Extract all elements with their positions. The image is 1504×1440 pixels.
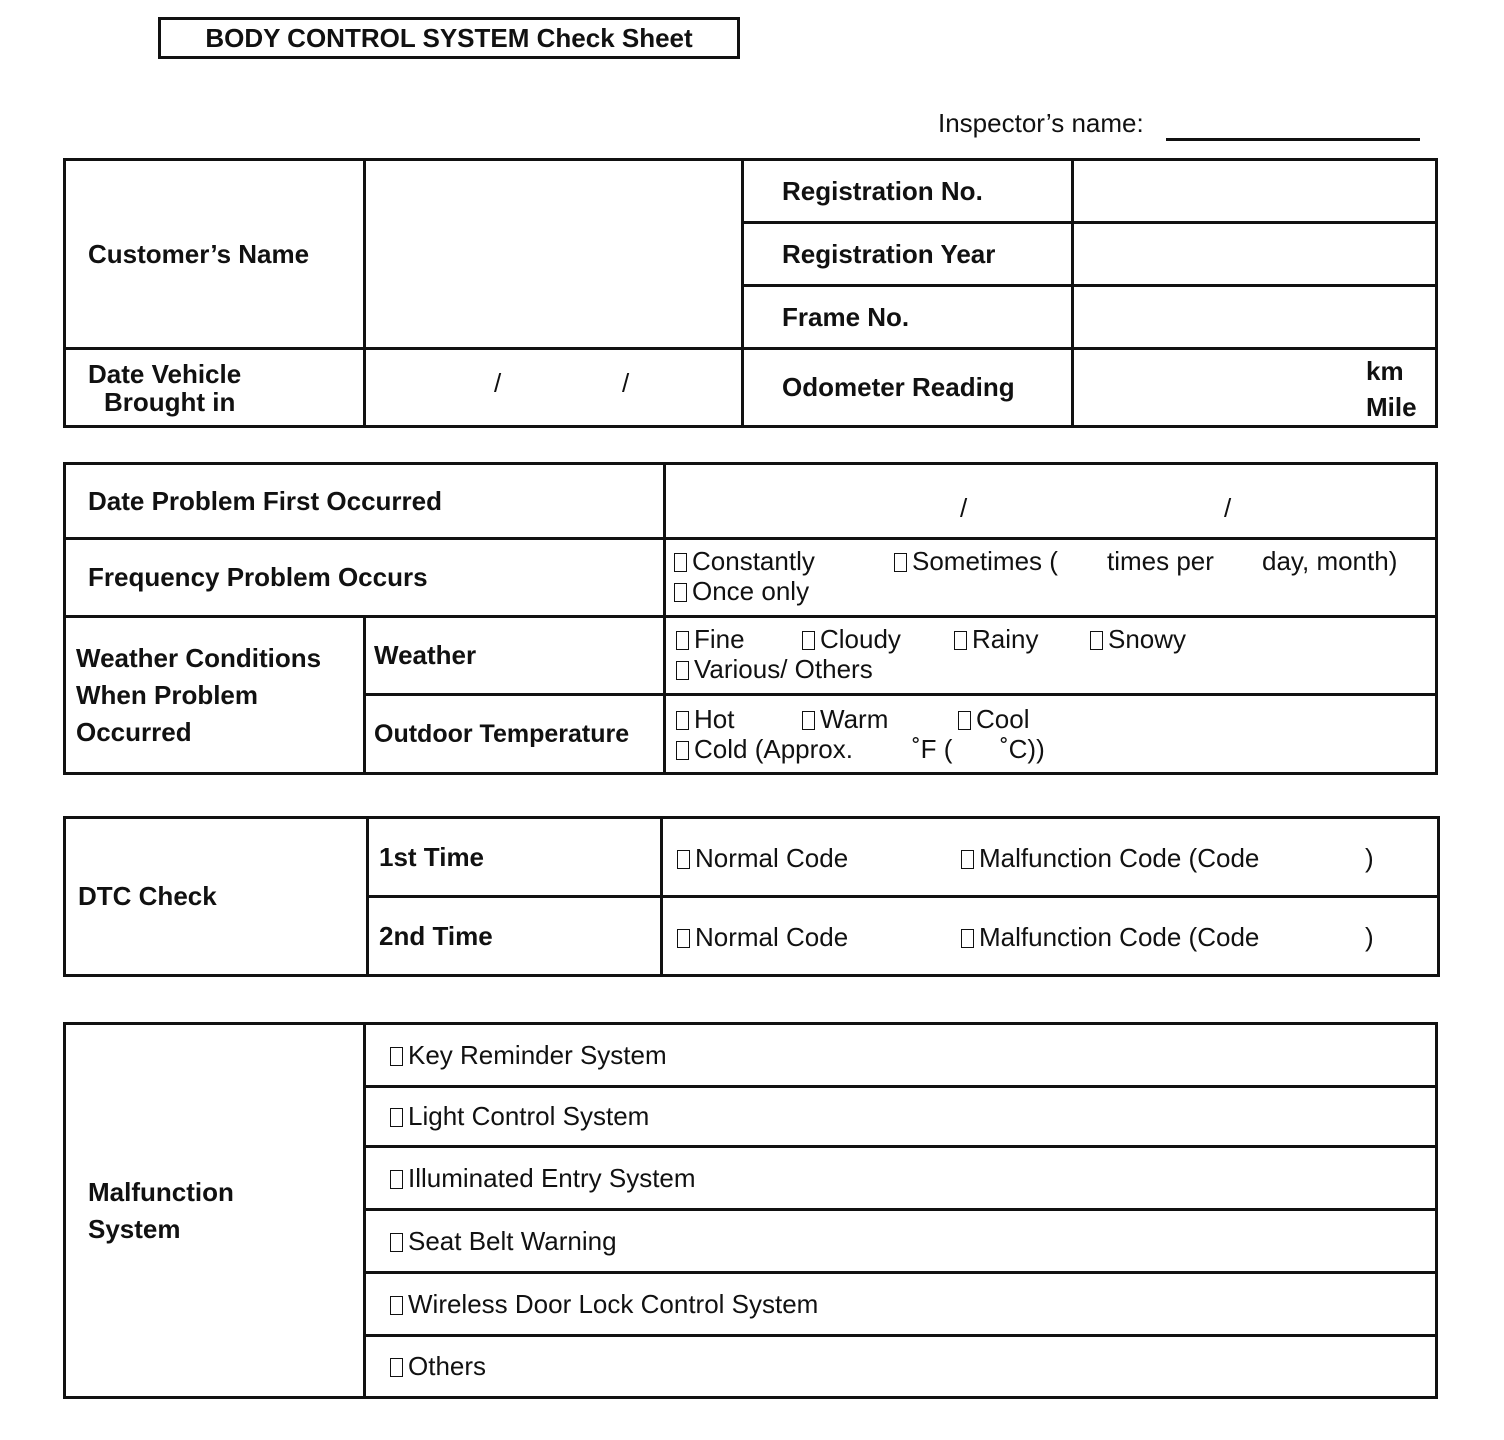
registration-year-field[interactable]: [1073, 223, 1437, 286]
malfunction-system-table: [63, 1022, 1438, 1399]
odometer-field[interactable]: [1073, 349, 1437, 427]
date-separator: /: [960, 493, 968, 523]
checkbox-icon: [954, 631, 967, 650]
date-brought-in-label: [65, 349, 365, 427]
malfunction-system-label-line1: Malfunction: [88, 1176, 234, 1207]
checkbox-icon: [390, 1170, 403, 1189]
dtc-first-time-label: 1st Time: [368, 818, 662, 897]
malfunction-item[interactable]: Light Control System: [365, 1087, 1437, 1147]
customer-name-field[interactable]: [365, 160, 743, 349]
registration-no-label: Registration No.: [743, 160, 1073, 223]
dtc-check-table: [63, 816, 1440, 977]
checkbox-icon: [674, 553, 687, 572]
date-brought-in-field[interactable]: [365, 349, 743, 427]
weather-snowy-option[interactable]: Snowy: [1090, 624, 1186, 655]
dtc-second-time-options: [662, 897, 1439, 976]
registration-year-label: Registration Year: [743, 223, 1073, 286]
weather-rainy-option[interactable]: Rainy: [954, 624, 1038, 655]
weather-conditions-label: [65, 617, 365, 774]
checkbox-icon: [676, 631, 689, 650]
freq-sometimes-option[interactable]: Sometimes (: [894, 546, 1058, 577]
checkbox-icon: [802, 631, 815, 650]
vehicle-info-table: [63, 158, 1438, 428]
inspector-name-field[interactable]: [1166, 138, 1420, 141]
date-first-occurred-label: Date Problem First Occurred: [65, 464, 665, 539]
sheet-title: [158, 17, 740, 59]
freq-times-per: times per: [1107, 546, 1214, 576]
registration-no-field[interactable]: [1073, 160, 1437, 223]
dtc-second-time-label: 2nd Time: [368, 897, 662, 976]
date-separator: /: [494, 368, 502, 398]
dtc-check-label: DTC Check: [65, 818, 368, 976]
checkbox-icon: [677, 850, 690, 869]
weather-conditions-line3: Occurred: [76, 716, 192, 747]
weather-fine-option[interactable]: Fine: [676, 624, 745, 655]
dtc-first-time-options: [662, 818, 1439, 897]
freq-constantly-option[interactable]: Constantly: [674, 546, 815, 577]
temp-warm-option[interactable]: Warm: [802, 704, 888, 735]
checkbox-icon: [390, 1233, 403, 1252]
date-separator: /: [1224, 493, 1232, 523]
checkbox-icon: [961, 929, 974, 948]
date-separator: /: [622, 368, 630, 398]
malfunction-system-label-line2: System: [88, 1213, 181, 1244]
malfunction-item[interactable]: Others: [365, 1336, 1437, 1398]
temp-hot-option[interactable]: Hot: [676, 704, 734, 735]
checkbox-icon: [894, 553, 907, 572]
unit-km: km: [1366, 356, 1404, 386]
weather-label: Weather: [365, 617, 665, 695]
freq-day-month: day, month): [1262, 546, 1398, 576]
weather-various-option[interactable]: Various/ Others: [676, 654, 873, 685]
date-brought-in-label-line1: Date Vehicle: [88, 358, 242, 389]
temp-celsius: ˚C)): [1000, 734, 1045, 764]
weather-options: [665, 617, 1437, 695]
checkbox-icon: [802, 711, 815, 730]
checkbox-icon: [1090, 631, 1103, 650]
temp-cold-option[interactable]: Cold (Approx.: [676, 734, 853, 765]
close-paren: ): [1365, 843, 1374, 873]
checkbox-icon: [674, 583, 687, 602]
odometer-label: Odometer Reading: [743, 349, 1073, 427]
dtc1-normal-code-option[interactable]: Normal Code: [677, 843, 848, 874]
malfunction-item[interactable]: Seat Belt Warning: [365, 1210, 1437, 1273]
problem-conditions-table: [63, 462, 1438, 775]
close-paren: ): [1365, 922, 1374, 952]
malfunction-system-label: [65, 1024, 365, 1398]
checkbox-icon: [676, 711, 689, 730]
weather-cloudy-option[interactable]: Cloudy: [802, 624, 901, 655]
date-first-occurred-field[interactable]: [665, 464, 1437, 539]
checkbox-icon: [961, 850, 974, 869]
dtc1-malfunction-code-option[interactable]: Malfunction Code (Code: [961, 843, 1259, 874]
temp-fahrenheit: ˚F (: [912, 734, 953, 764]
checkbox-icon: [390, 1358, 403, 1377]
malfunction-item[interactable]: Wireless Door Lock Control System: [365, 1273, 1437, 1336]
dtc2-malfunction-code-option[interactable]: Malfunction Code (Code: [961, 922, 1259, 953]
temp-cool-option[interactable]: Cool: [958, 704, 1029, 735]
checkbox-icon: [390, 1296, 403, 1315]
malfunction-item[interactable]: Illuminated Entry System: [365, 1147, 1437, 1210]
temperature-options: [665, 695, 1437, 774]
frame-no-label: Frame No.: [743, 286, 1073, 349]
checkbox-icon: [390, 1108, 403, 1127]
outdoor-temperature-label: Outdoor Temperature: [365, 695, 665, 774]
dtc2-normal-code-option[interactable]: Normal Code: [677, 922, 848, 953]
checkbox-icon: [676, 741, 689, 760]
checkbox-icon: [677, 929, 690, 948]
sheet-title-text: BODY CONTROL SYSTEM Check Sheet: [205, 22, 693, 53]
frame-no-field[interactable]: [1073, 286, 1437, 349]
frequency-label: Frequency Problem Occurs: [65, 539, 665, 617]
checkbox-icon: [676, 661, 689, 680]
frequency-options: [665, 539, 1437, 617]
checkbox-icon: [958, 711, 971, 730]
date-brought-in-label-line2: Brought in: [104, 386, 236, 417]
weather-conditions-line2: When Problem: [76, 679, 259, 710]
customer-name-label: Customer’s Name: [65, 160, 365, 349]
unit-mile: Mile: [1366, 392, 1417, 422]
weather-conditions-line1: Weather Conditions: [76, 642, 322, 673]
inspector-name-label: Inspector’s name:: [938, 108, 1144, 138]
freq-once-option[interactable]: Once only: [674, 576, 809, 607]
malfunction-item[interactable]: Key Reminder System: [365, 1024, 1437, 1087]
checkbox-icon: [390, 1047, 403, 1066]
